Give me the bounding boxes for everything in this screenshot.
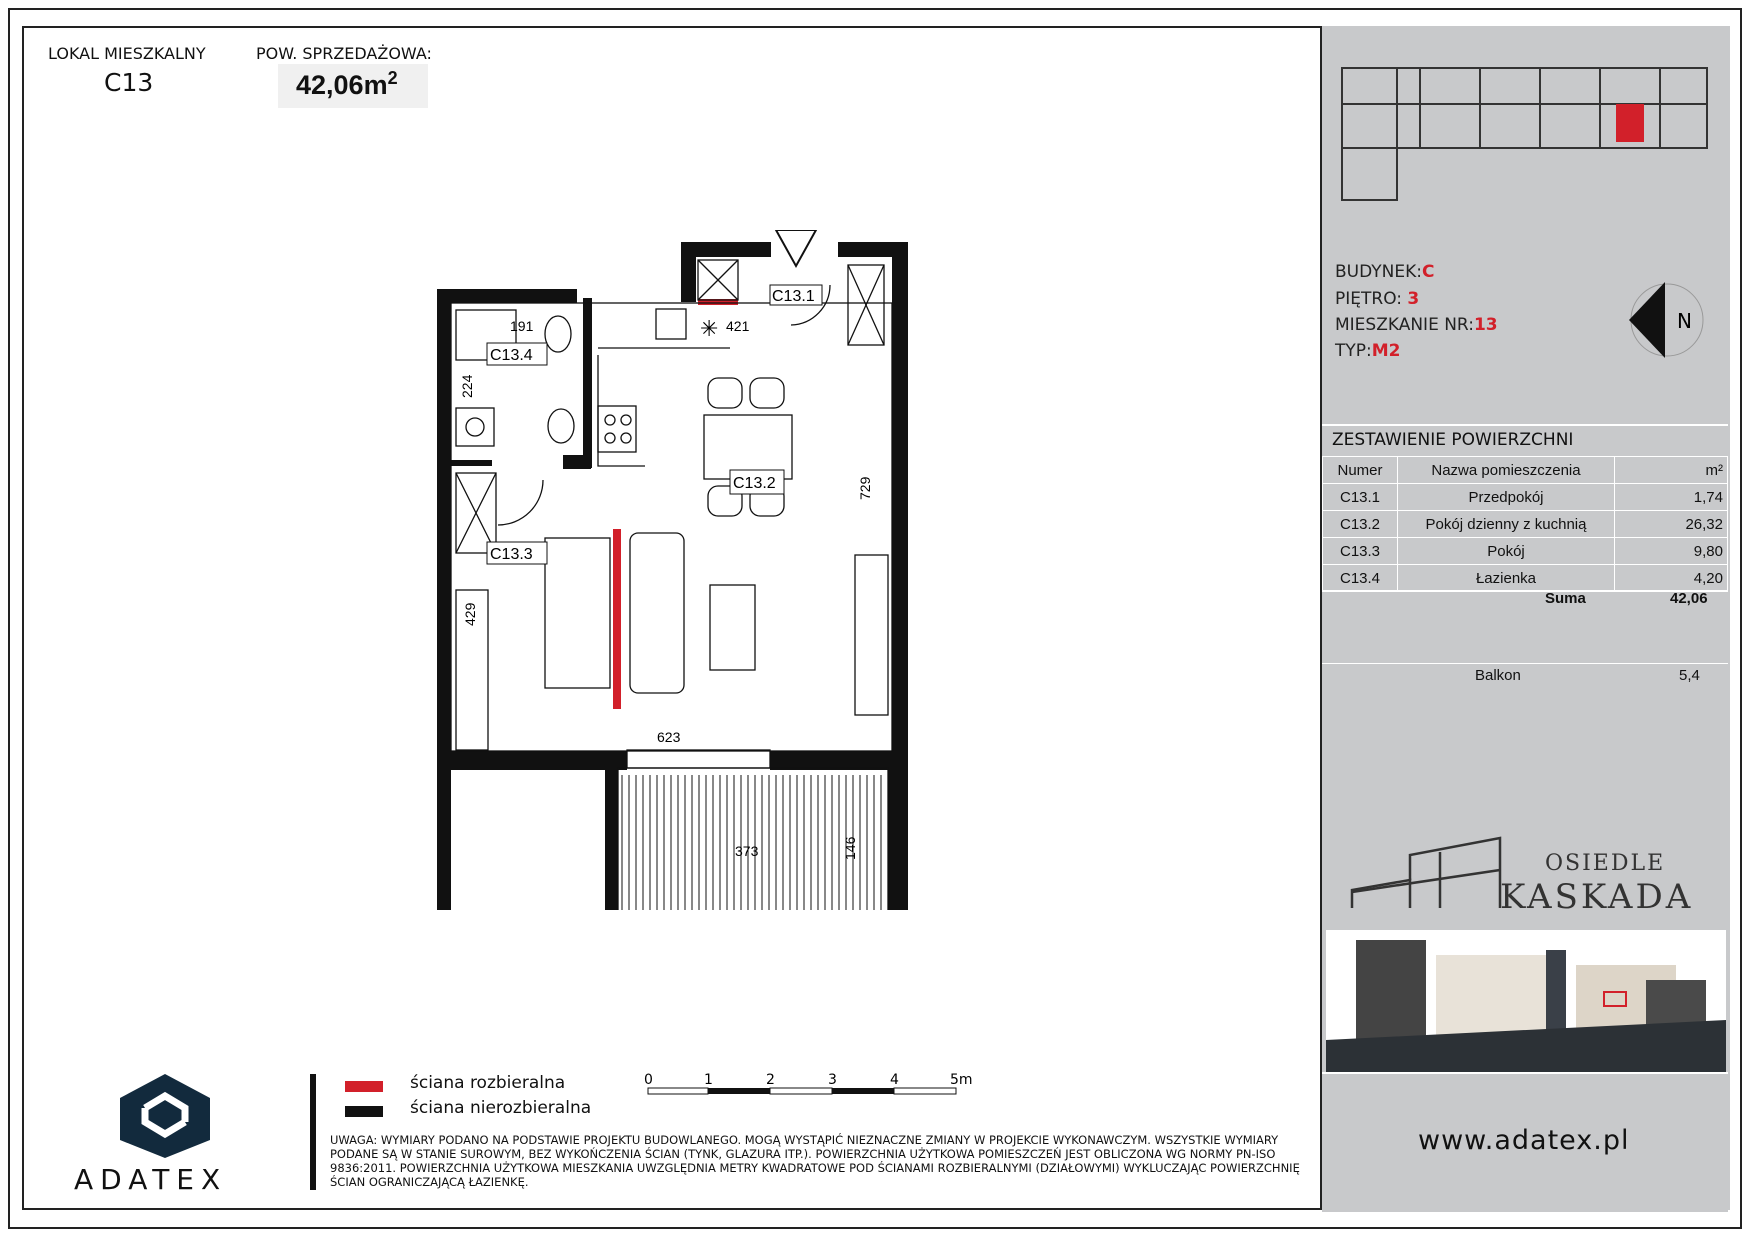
wall xyxy=(888,766,908,910)
sum-row xyxy=(1322,590,1728,664)
table-row xyxy=(1323,511,1728,538)
floor-plan xyxy=(430,230,910,910)
chair xyxy=(708,378,742,408)
area-label: POW. SPRZEDAŻOWA: xyxy=(256,44,432,63)
area-superscript: 2 xyxy=(387,68,398,88)
room-number: C13.4 xyxy=(1323,565,1398,592)
wall xyxy=(437,289,451,910)
cooktop xyxy=(598,406,636,452)
wall xyxy=(770,751,908,770)
burner xyxy=(605,433,615,443)
sideboard xyxy=(855,555,888,715)
table-row xyxy=(1323,484,1728,511)
building-label: BUDYNEK: xyxy=(1335,262,1422,282)
area-number: 42,06m xyxy=(296,70,388,100)
room-area: 1,74 xyxy=(1615,484,1728,511)
entrance-marker xyxy=(776,230,816,266)
unit-code: C13 xyxy=(104,68,154,97)
type-value: M2 xyxy=(1371,341,1401,361)
sum-value: 42,06 xyxy=(1670,590,1708,607)
bed xyxy=(545,538,610,688)
toilet xyxy=(545,316,571,352)
disclaimer-notice: UWAGA: WYMIARY PODANO NA PODSTAWIE PROJEKTU BUDOWLANEGO. MOGĄ WYSTĄPIĆ NIEZNACZNE ZMIANY W PROJEKCIE WYKONAWCZYM. WSZYSTKIE WYMIARY PODANE SĄ W STANIE SUROWYM, BEZ WYKOŃCZENIA ŚCIAN (TYNK, GLAZURA ITP.). POWIERZCHNIA UŻYTKOWA POMIESZCZEŃ JEST OBLICZONA WG NORMY PN-ISO 9836:2011. POWIERZCHNIA UŻYTKOWA MIESZKANIA UWZGLĘDNIA METRY KWADRATOWE POD ŚCIANAMI ROZBIERALNYMI (DZIAŁOWYMI) WYKLUCZAJĄC POWIERZCHNIĘ ŚCIAN OGRANICZAJĄCĄ ŁAZIENKĘ. xyxy=(330,1133,1300,1189)
room-number: C13.1 xyxy=(1323,484,1398,511)
door-swing xyxy=(498,480,543,525)
scale-segment xyxy=(648,1088,708,1094)
balcony-label: Balkon xyxy=(1475,667,1521,684)
compass-arrow xyxy=(1629,282,1665,358)
coffee-table xyxy=(710,585,755,670)
dimension: 146 xyxy=(842,836,858,860)
adatex-logo-icon xyxy=(110,1070,220,1160)
room-name: Pokój dzienny z kuchnią xyxy=(1398,511,1615,538)
wall xyxy=(605,766,618,910)
type-label: TYP: xyxy=(1335,341,1372,361)
dimension: 623 xyxy=(657,729,681,745)
divider xyxy=(1322,424,1728,426)
room-area: 26,32 xyxy=(1615,511,1728,538)
floor-value: 3 xyxy=(1407,289,1420,309)
room-label: C13.1 xyxy=(772,288,815,305)
scale-bar xyxy=(640,1070,1000,1100)
scale-segment xyxy=(894,1088,956,1094)
kitchen-sink xyxy=(656,309,686,339)
room-label: C13.4 xyxy=(490,347,533,364)
inner-outline xyxy=(451,303,892,751)
room-number: C13.3 xyxy=(1323,538,1398,565)
building-render xyxy=(1326,930,1726,1075)
room-label: C13.3 xyxy=(490,546,533,563)
floor-label: PIĘTRO: xyxy=(1335,289,1403,309)
dimension: 191 xyxy=(510,318,534,334)
chair xyxy=(750,378,784,408)
wall xyxy=(437,289,577,303)
scale-tick: 0 xyxy=(644,1072,653,1088)
render-building xyxy=(1546,950,1566,1030)
extractor-symbol: ✳ xyxy=(700,317,719,342)
room-area: 4,20 xyxy=(1615,565,1728,592)
burner xyxy=(621,415,631,425)
building-value: C xyxy=(1421,262,1435,282)
removable-wall-swatch xyxy=(345,1081,383,1092)
washing-machine xyxy=(456,408,494,446)
estate-name-main: KASKADA xyxy=(1500,877,1694,915)
col-header: m² xyxy=(1615,457,1728,484)
building-info xyxy=(1335,262,1434,282)
apartment-label: MIESZKANIE NR: xyxy=(1335,315,1474,335)
scale-segment xyxy=(832,1088,894,1094)
wall xyxy=(437,751,627,770)
room-name: Łazienka xyxy=(1398,565,1615,592)
scale-tick: 3 xyxy=(828,1072,837,1088)
washing-machine-drum xyxy=(466,418,484,436)
logo-building xyxy=(1352,870,1500,892)
room-label: C13.2 xyxy=(733,475,776,492)
dimension: 421 xyxy=(726,318,750,334)
balcony-value: 5,4 xyxy=(1679,667,1700,684)
wall xyxy=(681,242,771,257)
scale-segment xyxy=(708,1088,770,1094)
key-plan-outline xyxy=(1342,68,1397,200)
burner xyxy=(621,433,631,443)
area-value xyxy=(296,68,398,101)
dimension: 224 xyxy=(459,374,475,398)
table-header-row xyxy=(1323,457,1728,484)
burner xyxy=(605,415,615,425)
balcony-door xyxy=(627,750,770,768)
apartment-info xyxy=(1335,315,1498,335)
type-info xyxy=(1335,341,1401,361)
render-building xyxy=(1356,940,1426,1045)
legend-removable: ściana rozbieralna xyxy=(410,1073,566,1093)
scale-segment xyxy=(770,1088,832,1094)
legend-nonremovable: ściana nierozbieralna xyxy=(410,1098,592,1118)
col-header: Numer xyxy=(1323,457,1398,484)
kitchen-counter xyxy=(598,355,645,466)
dimension: 429 xyxy=(462,602,478,626)
table-row xyxy=(1323,565,1728,592)
website-link[interactable]: www.adatex.pl xyxy=(1418,1125,1630,1156)
scale-tick: 1 xyxy=(704,1072,713,1088)
dimension: 373 xyxy=(735,843,759,859)
company-name: ADATEX xyxy=(74,1163,228,1196)
unit-type-label: LOKAL MIESZKALNY xyxy=(48,44,206,63)
sum-label: Suma xyxy=(1545,590,1586,607)
key-plan xyxy=(1340,66,1712,206)
col-header: Nazwa pomieszczenia xyxy=(1398,457,1615,484)
apartment-value: 13 xyxy=(1473,315,1498,335)
removable-wall xyxy=(613,529,621,709)
floor-info xyxy=(1335,289,1419,309)
wall xyxy=(583,298,592,468)
estate-logo xyxy=(1350,830,1710,915)
room-name: Przedpokój xyxy=(1398,484,1615,511)
nonremovable-wall-swatch xyxy=(345,1106,383,1117)
table-title: ZESTAWIENIE POWIERZCHNI xyxy=(1332,430,1574,450)
scale-tick: 2 xyxy=(766,1072,775,1088)
highlighted-unit xyxy=(1616,104,1644,142)
washbasin xyxy=(548,409,574,443)
wall xyxy=(440,460,492,466)
sofa xyxy=(630,533,684,693)
logo-hexagon xyxy=(120,1074,210,1158)
room-area: 9,80 xyxy=(1615,538,1728,565)
table-row xyxy=(1323,538,1728,565)
scale-tick: 4 xyxy=(890,1072,899,1088)
dining-table xyxy=(704,415,792,479)
compass-letter: N xyxy=(1677,309,1692,333)
legend-divider xyxy=(310,1074,316,1190)
room-name: Pokój xyxy=(1398,538,1615,565)
compass-icon xyxy=(1625,280,1710,360)
estate-name-top: OSIEDLE xyxy=(1545,851,1666,876)
scale-tick: 5m xyxy=(950,1072,973,1088)
room-number: C13.2 xyxy=(1323,511,1398,538)
area-table xyxy=(1322,456,1728,592)
dimension: 729 xyxy=(857,476,873,500)
wall xyxy=(563,455,591,469)
